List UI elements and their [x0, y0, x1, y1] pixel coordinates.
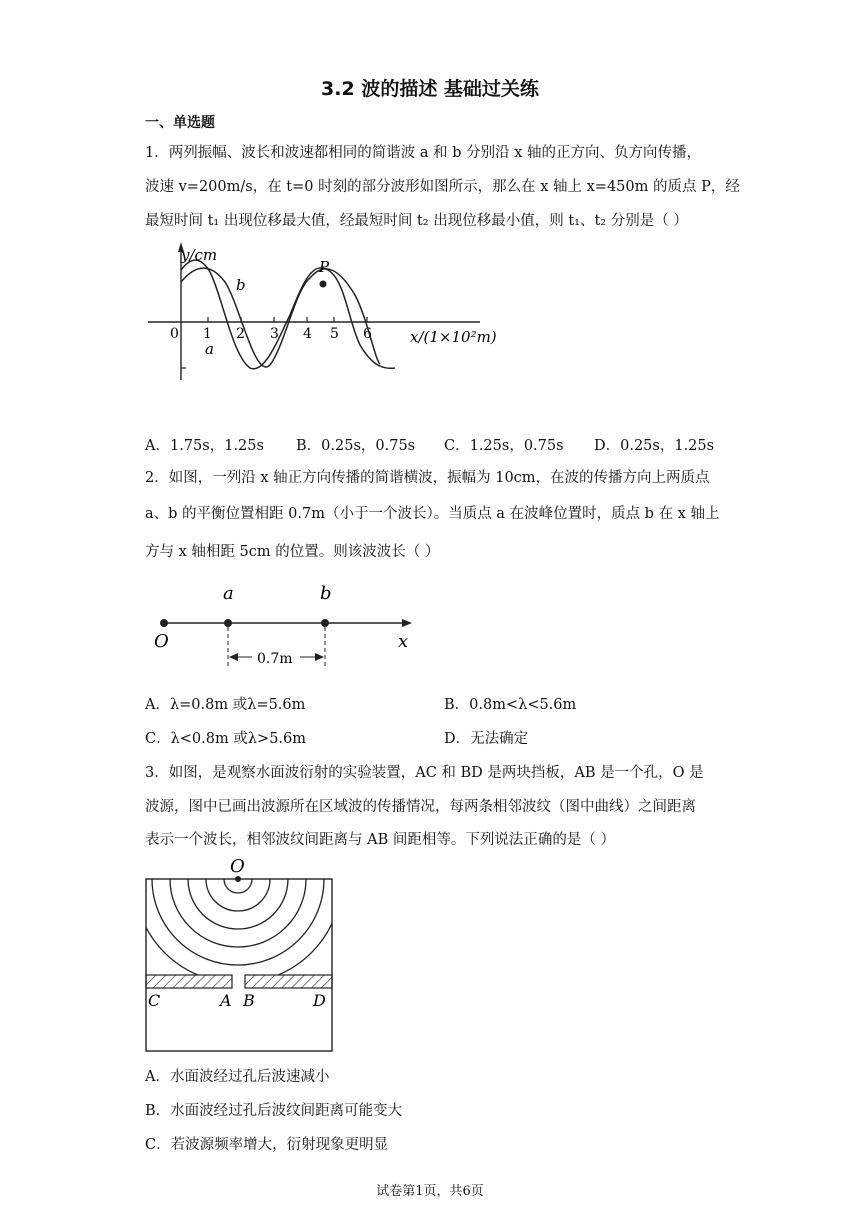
tick-3: 3: [270, 326, 279, 342]
tick-5: 5: [330, 326, 339, 342]
label-D: D: [313, 991, 326, 1010]
q2-option-a[interactable]: A．λ=0.8m 或λ=5.6m: [145, 697, 306, 713]
q2-figure: [140, 575, 430, 670]
label-O: O: [230, 856, 245, 877]
label-B: B: [243, 991, 255, 1010]
section-heading: 一、单选题: [145, 115, 215, 131]
page-footer: 试卷第1页，共6页: [376, 1184, 484, 1199]
barrier-AC: [146, 975, 232, 988]
tick-0: 0: [170, 326, 179, 342]
label-C: C: [148, 991, 161, 1010]
q3-option-b[interactable]: B．水面波经过孔后波纹间距离可能变大: [145, 1103, 403, 1119]
q3-option-c[interactable]: C．若波源频率增大，衍射现象更明显: [145, 1137, 389, 1153]
tick-1: 1: [203, 326, 212, 342]
q1-option-a[interactable]: A．1.75s，1.25s: [145, 438, 264, 454]
q3-line-3: 表示一个波长，相邻波纹间距离与 AB 间距相等。下列说法正确的是（ ）: [145, 832, 615, 848]
q3-line-2: 波源，图中已画出波源所在区域波的传播情况，每两条相邻波纹（图中曲线）之间距离: [145, 799, 696, 815]
q1-wave-figure: [140, 240, 510, 390]
label-b: b: [320, 583, 332, 604]
label-a: a: [223, 583, 234, 604]
label-O: O: [154, 631, 169, 652]
label-x: x: [398, 631, 409, 652]
q2-option-d[interactable]: D．无法确定: [444, 731, 529, 747]
page-title: 3.2 波的描述 基础过关练: [321, 78, 539, 100]
origin-dot: [160, 619, 168, 627]
x-axis-arrow: [402, 619, 412, 627]
q3-line-1: 3．如图，是观察水面波衍射的实验装置，AC 和 BD 是两块挡板，AB 是一个孔，O 是: [145, 765, 704, 781]
q1-option-c[interactable]: C．1.25s，0.75s: [444, 438, 564, 454]
tick-4: 4: [303, 326, 312, 342]
q1-option-b[interactable]: B．0.25s，0.75s: [296, 438, 416, 454]
q2-line-1: 2．如图，一列沿 x 轴正方向传播的简谐横波，振幅为 10cm，在波的传播方向上两质点: [145, 470, 710, 486]
point-P: [320, 281, 327, 288]
tick-6: 6: [363, 326, 372, 342]
q1-line-2: 波速 v=200m/s，在 t=0 时刻的部分波形如图所示，那么在 x 轴上 x=450m 的质点 P，经: [145, 179, 740, 195]
wave-b-label: b: [236, 276, 246, 294]
point-b-dot: [321, 619, 329, 627]
q2-option-b[interactable]: B．0.8m<λ<5.6m: [444, 697, 577, 713]
q3-option-a[interactable]: A．水面波经过孔后波速减小: [145, 1069, 330, 1085]
q1-option-d[interactable]: D．0.25s，1.25s: [594, 438, 715, 454]
q2-option-c[interactable]: C．λ<0.8m 或λ>5.6m: [145, 731, 307, 747]
barrier-BD: [245, 975, 332, 988]
wave-a-label: a: [205, 340, 214, 358]
tick-2: 2: [236, 326, 245, 342]
q2-line-3: 方与 x 轴相距 5cm 的位置。则该波波长（ ）: [145, 544, 440, 560]
q1-line-3: 最短时间 t₁ 出现位移最大值，经最短时间 t₂ 出现位移最小值，则 t₁、t₂ 分别是（ ）: [145, 213, 688, 229]
q2-line-2: a、b 的平衡位置相距 0.7m（小于一个波长）。当质点 a 在波峰位置时，质点 b 在 x 轴上: [145, 506, 720, 522]
distance-label: 0.7m: [257, 651, 293, 667]
point-a-dot: [224, 619, 232, 627]
q1-line-1: 1．两列振幅、波长和波速都相同的简谐波 a 和 b 分别沿 x 轴的正方向、负方向传播，: [145, 145, 701, 161]
xlabel: x/(1×10²m): [410, 328, 497, 346]
label-A: A: [220, 991, 232, 1010]
point-P-label: P: [319, 258, 330, 276]
ylabel: y/cm: [181, 246, 218, 264]
q3-diffraction-figure: [140, 852, 340, 1057]
